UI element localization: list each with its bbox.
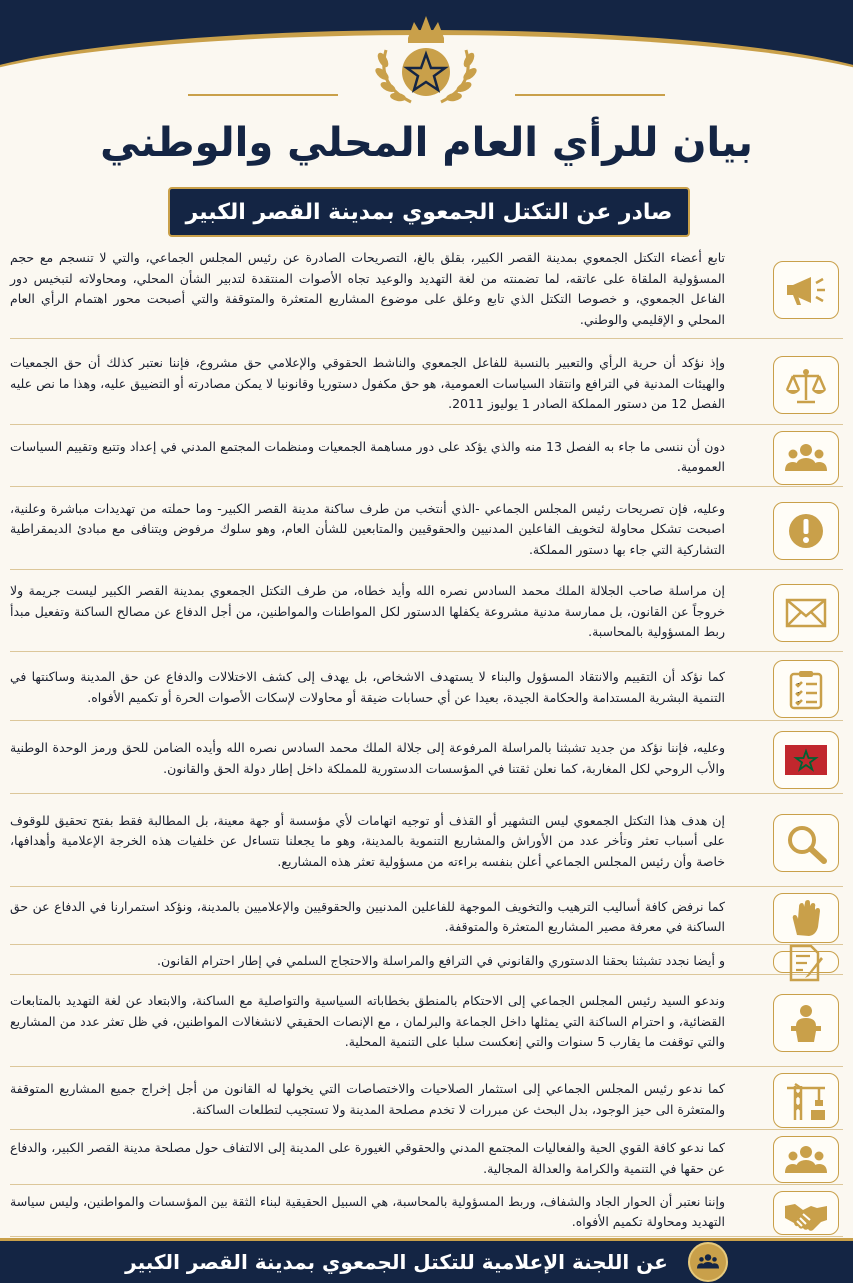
magnifier-icon bbox=[773, 814, 839, 872]
construction-crane-icon bbox=[773, 1073, 839, 1128]
scales-icon bbox=[773, 356, 839, 414]
footer-group-icon bbox=[688, 1242, 728, 1282]
paragraph-row bbox=[10, 948, 843, 975]
paragraph-text: إن هدف هذا التكتل الجمعوي ليس التشهير أو القذف أو توجيه اتهامات لأي مؤسسة أو جهة معينة، بل المطالبة فقط بفتح تحقيق للوقوف على أسباب تعثر وتأخر عدد من الأوراش والمشاريع التنموية بالمدينة، وهو ما يجعلنا نتساءل عن خلفيات هذه الخرجة الإعلامية وأهدافها، خاصة وأن رئيس المجلس الجماعي أعلن بنفسه براءته من مسؤولية تعثر هذه المشاريع. bbox=[10, 812, 725, 869]
paragraph-text: دون أن ننسى ما جاء به الفصل 13 منه والذي يؤكد على دور مساهمة الجمعيات ومنظمات المجتمع المدني في إعداد وتتبع وتقييم السياسات العمومية. bbox=[10, 438, 725, 474]
paragraph-text: وعليه، فإن تصريحات رئيس المجلس الجماعي -الذي أنتخب من طرف ساكنة مدينة القصر الكبير- وما حملته من تهديدات مباشرة وعلنية، اصبحت تشكل محاولة لتخويف الفاعلين المدنيين والحقوقيين والمتابعين للشأن العام، وهو سلوك مرفوض ويتنافى مع مبادئ الديمقراطية التشاركية التي جاء بها دستور المملكة. bbox=[10, 500, 725, 557]
paragraph-text: و أيضا نجدد تشبثنا بحقنا الدستوري والقانوني في الترافع والمراسلة والاحتجاج السلمي في إطار احترام القانون. bbox=[157, 952, 725, 968]
paragraph-text: وندعو السيد رئيس المجلس الجماعي إلى الاحتكام بالمنطق بخطاباته السياسية والتواصلية مع الساكنة، والابتعاد عن لغة التهديد بالمتابعات القضائية، و احترام الساكنة التي يمثلها داخل الجماعة والبرلمان ، مع الإنصات الحقيقي لانشغالات المواطنين، في ظل تعثر عدد من المشاريع والتي توقفت ما يقارب 5 سنوات والتي إنعكست سلبا على التنمية المحلية. bbox=[10, 993, 725, 1050]
handshake-icon bbox=[773, 1191, 839, 1235]
paragraph-text: وعليه، فإننا نؤكد من جديد تشبثنا بالمراسلة المرفوعة إلى جلالة الملك محمد السادس نصره الله وأيده الضامن للحق ورمز الوحدة الوطنية والأب الروحي لكل المغاربة، كما نعلن ثقتنا في المؤسسات الدستورية للمملكة داخل إطار دولة الحق والقانون. bbox=[10, 740, 725, 776]
megaphone-icon bbox=[773, 261, 839, 319]
header-rule-left bbox=[188, 94, 338, 96]
paragraph-text: تابع أعضاء التكتل الجمعوي بمدينة القصر الكبير، بقلق بالغ، التصريحات الصادرة عن رئيس المجلس الجماعي، والتي لا تنسجم مع حجم المسؤولية الملقاة على عاتقه، لما تضمنته من لغة التهديد والوعيد تجاه الأصوات المنتقدة لتدبير الشأن المحلي، ومحاولاته لتبخيس دور الفاعل الجمعوي، و خصوصا التكتل الذي تابع وعلق على موضوع المشاريع المتعثرة والمتوقفة والتي أصبحت محور اهتمام الرأي العام المحلي و الإقليمي والوطني. bbox=[10, 250, 725, 327]
header-rule-right bbox=[515, 94, 665, 96]
paragraph-row bbox=[10, 573, 843, 652]
group-icon bbox=[773, 1136, 839, 1183]
warning-icon bbox=[773, 502, 839, 560]
paragraph-row bbox=[10, 890, 843, 945]
crown-star-emblem-icon bbox=[356, 10, 496, 120]
page-title: بيان للرأي العام المحلي والوطني bbox=[100, 120, 753, 166]
raised-hand-icon bbox=[773, 893, 839, 943]
paragraph-text: إن مراسلة صاحب الجلالة الملك محمد السادس نصره الله وأيد خطاه، من طرف التكتل الجمعوي بمدينة القصر الكبير ليست جريمة ولا خروجاً عن القانون، بل ممارسة مدنية مشروعة يكفلها الدستور لكل المواطنات والمواطنين، من أجل الدفاع عن مصالح الساكنة وتفعيل مبدأ ربط المسؤولية بالمحاسبة. bbox=[10, 583, 725, 640]
envelope-icon bbox=[773, 584, 839, 642]
paragraph-row bbox=[10, 1070, 843, 1130]
speaker-podium-icon bbox=[773, 994, 839, 1052]
footer-bar bbox=[0, 1238, 853, 1283]
paragraph-row bbox=[10, 490, 843, 570]
clipboard-icon bbox=[773, 660, 839, 718]
paragraph-row bbox=[10, 724, 843, 794]
paragraph-row bbox=[10, 1188, 843, 1237]
subtitle-ribbon bbox=[168, 187, 690, 237]
paragraph-row bbox=[10, 344, 843, 425]
paragraph-row bbox=[10, 1133, 843, 1185]
paragraph-text: وإننا نعتبر أن الحوار الجاد والشفاف، وربط المسؤولية بالمحاسبة، هي السبيل الحقيقية لبناء الثقة بين المؤسسات والمواطنين، وليس سياسة التهديد ومحاولة تكميم الأفواه. bbox=[10, 1193, 725, 1229]
paragraph-text: كما نرفض كافة أساليب الترهيب والتخويف الموجهة للفاعلين المدنيين والحقوقيين والإعلاميين بالمدينة، ونؤكد استمرارنا في الدفاع عن حق الساكنة في معرفة مصير المشاريع المتعثرة والمتوقفة. bbox=[10, 898, 725, 934]
paragraph-row bbox=[10, 797, 843, 887]
paragraph-text: كما ندعو رئيس المجلس الجماعي إلى استثمار الصلاحيات والاختصاصات التي يخولها له القانون من أجل إخراج جميع المشاريع المتوقفة والمتعثرة الى حيز الوجود، بدل البحث عن مبررات لا تخدم مصلحة المدينة ولا تستجيب لتطلعات الساكنة. bbox=[10, 1081, 725, 1117]
footer-signature: عن اللجنة الإعلامية للتكتل الجمعوي بمدينة القصر الكبير bbox=[125, 1250, 668, 1274]
paragraph-row bbox=[10, 428, 843, 487]
paragraph-text: كما ندعو كافة القوي الحية والفعاليات المجتمع المدني والحقوقي الغيورة على المدينة إلى الالتفاف حول مصلحة مدينة القصر الكبير، والدفاع عن حقها في التنمية والكرامة والعدالة المجالية. bbox=[10, 1140, 725, 1176]
paragraph-row bbox=[10, 978, 843, 1067]
paragraph-row bbox=[10, 240, 843, 339]
paragraph-row bbox=[10, 655, 843, 721]
paragraph-text: وإذ نؤكد أن حرية الرأي والتعبير بالنسبة للفاعل الجمعوي والناشط الحقوقي والإعلامي حق مشروع، فإننا نعتبر كذلك أن حق الجمعيات والهيئات المدنية في الترافع وانتقاد السياسات العمومية، هو حق مكفول دستوريا وقانونيا لا يمكن مصادرته أو التضييق عليه، وهذا ما نص عليه الفصل 12 من دستور المملكة الصادر 1 يوليوز 2011. bbox=[10, 355, 725, 412]
group-icon bbox=[773, 431, 839, 485]
morocco-flag-icon bbox=[773, 731, 839, 789]
subtitle-text: صادر عن التكتل الجمعوي بمدينة القصر الكبير bbox=[185, 199, 673, 225]
document-pen-icon bbox=[773, 951, 839, 973]
paragraph-text: كما نؤكد أن التقييم والانتقاد المسؤول والبناء لا يستهدف الاشخاص، بل يهدف إلى كشف الاختلالات والدفاع عن حق المدينة وساكنتها في التنمية البشرية المستدامة والحكامة الجيدة، بعيدا عن أي حسابات ضيقة أو محاولات لإسكات الأصوات الحرة أو تكميم الأفواه. bbox=[10, 669, 725, 705]
